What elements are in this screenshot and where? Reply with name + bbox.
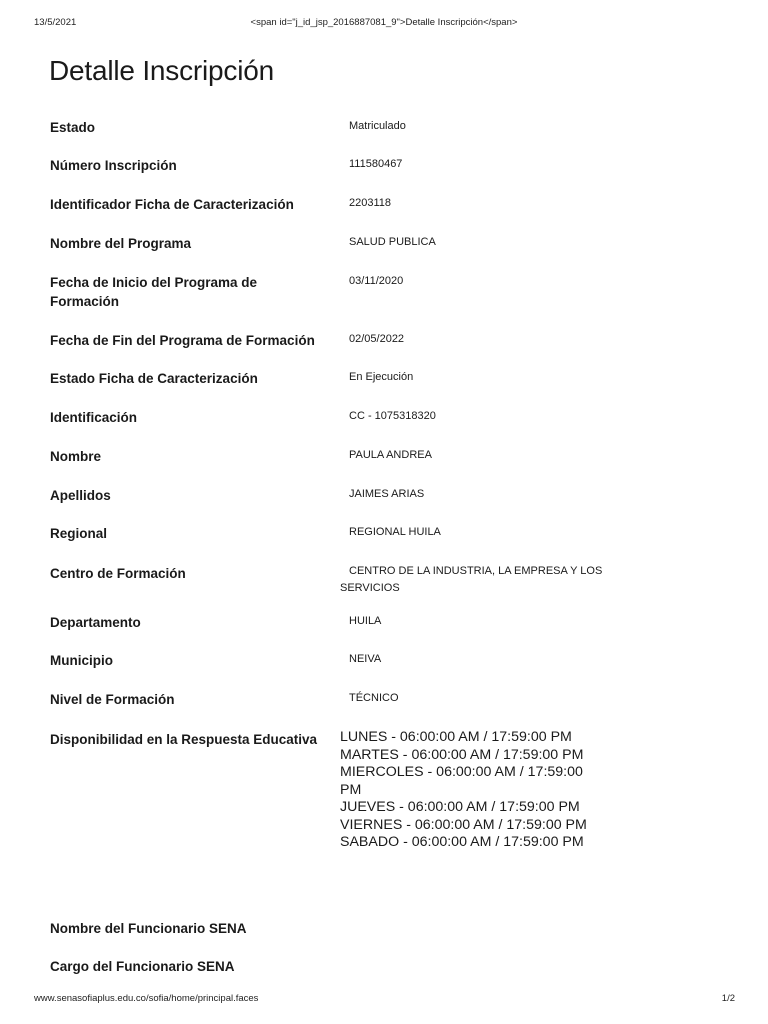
field-value-apellidos: JAIMES ARIAS <box>349 488 425 500</box>
field-label-nivel-formacion: Nivel de Formación <box>50 692 175 707</box>
availability-item: SABADO - 06:00:00 AM / 17:59:00 PM <box>340 834 584 850</box>
field-label-estado-ficha: Estado Ficha de Caracterización <box>50 371 258 386</box>
availability-item: MIERCOLES - 06:00:00 AM / 17:59:00 PM <box>340 764 583 798</box>
print-document-title: <span id="j_id_jsp_2016887081_9">Detalle Inscripción</span> <box>250 17 518 28</box>
print-header <box>0 17 768 33</box>
field-value-centro-formacion: CENTRO DE LA INDUSTRIA, LA EMPRESA Y LOS SERVICIOS <box>340 565 603 594</box>
field-value-fecha-inicio: 03/11/2020 <box>349 275 404 287</box>
field-value-disponibilidad <box>340 729 602 852</box>
availability-item: VIERNES - 06:00:00 AM / 17:59:00 PM <box>340 816 587 833</box>
print-url: www.senasofiaplus.edu.co/sofia/home/principal.faces <box>34 993 259 1004</box>
field-label-apellidos: Apellidos <box>50 488 111 503</box>
availability-item: MARTES - 06:00:00 AM / 17:59:00 PM <box>340 746 584 763</box>
field-label-departamento: Departamento <box>50 615 141 630</box>
field-value-nombre-programa: SALUD PUBLICA <box>349 236 436 248</box>
availability-item: JUEVES - 06:00:00 AM / 17:59:00 PM <box>340 799 580 815</box>
availability-item: LUNES - 06:00:00 AM / 17:59:00 PM <box>340 729 572 745</box>
field-label-nombre-funcionario: Nombre del Funcionario SENA <box>50 921 247 936</box>
field-value-departamento: HUILA <box>349 615 382 627</box>
field-value-regional: REGIONAL HUILA <box>349 526 441 538</box>
field-value-estado-ficha: En Ejecución <box>349 371 414 383</box>
field-label-municipio: Municipio <box>50 653 113 668</box>
field-value-nivel-formacion: TÉCNICO <box>349 692 399 704</box>
field-value-fecha-fin: 02/05/2022 <box>349 333 405 345</box>
field-label-estado: Estado <box>50 120 96 135</box>
field-label-regional: Regional <box>50 526 108 541</box>
field-label-nombre: Nombre <box>50 449 102 464</box>
field-value-municipio: NEIVA <box>349 653 382 665</box>
field-value-numero-inscripcion: 111580467 <box>349 158 403 170</box>
field-value-estado: Matriculado <box>349 120 406 132</box>
field-label-cargo-funcionario: Cargo del Funcionario SENA <box>50 959 235 974</box>
field-label-disponibilidad: Disponibilidad en la Respuesta Educativa <box>50 732 318 747</box>
field-label-fecha-inicio: Fecha de Inicio del Programa de Formación <box>50 275 258 309</box>
print-footer <box>0 993 768 1007</box>
page-title: Detalle Inscripción <box>49 55 274 86</box>
field-value-identificacion: CC - 1075318320 <box>349 410 436 422</box>
field-value-nombre: PAULA ANDREA <box>349 449 432 461</box>
field-label-fecha-fin: Fecha de Fin del Programa de Formación <box>50 333 315 348</box>
page-number: 1/2 <box>721 993 735 1004</box>
field-label-numero-inscripcion: Número Inscripción <box>50 158 177 173</box>
print-date: 13/5/2021 <box>34 17 77 28</box>
field-label-identificador-ficha: Identificador Ficha de Caracterización <box>50 197 294 212</box>
field-label-centro-formacion: Centro de Formación <box>50 566 186 581</box>
field-value-identificador-ficha: 2203118 <box>349 197 392 209</box>
field-label-identificacion: Identificación <box>50 410 138 425</box>
field-label-nombre-programa: Nombre del Programa <box>50 236 192 251</box>
